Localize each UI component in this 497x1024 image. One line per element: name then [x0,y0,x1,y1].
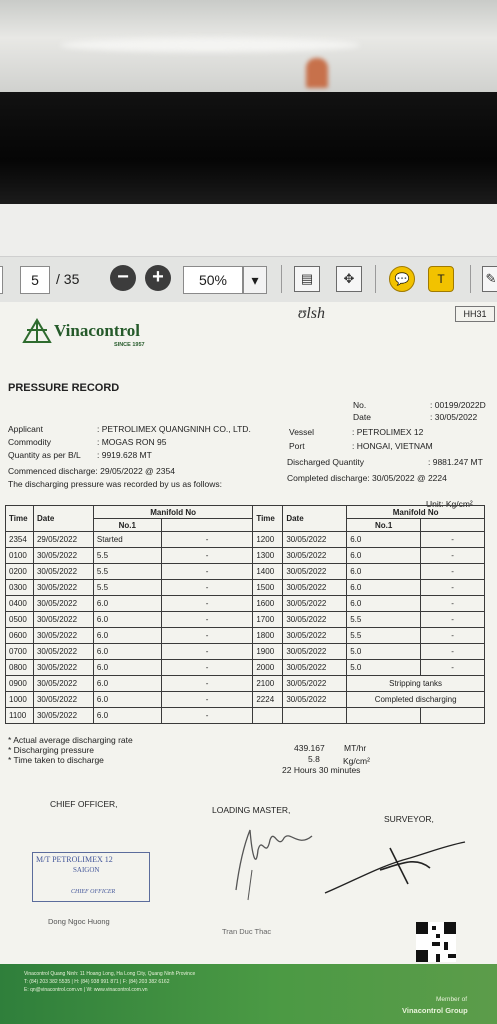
applicant-value: : PETROLIMEX QUANGNINH CO., LTD. [97,424,251,434]
port-value: : HONGAI, VIETNAM [352,441,433,451]
fit-width-icon: ✥ [343,271,355,286]
pressure-table-body [6,506,485,724]
page-total-label: / 35 [56,271,80,287]
fit-width-button[interactable] [336,266,362,292]
surveyor-label: SURVEYOR, [384,814,434,824]
right-manifold-extra-cell [421,708,485,724]
left-time-cell: 0500 [6,612,34,628]
ceiling-light [60,38,360,52]
left-date-cell: 30/05/2022 [33,676,93,692]
table-row [6,644,485,660]
left-manifold-no1-cell: 5.5 [93,580,161,596]
right-manifold-no1-cell: Stripping tanks [347,676,485,692]
surveyor-signature [320,838,470,898]
table-row [6,628,485,644]
right-manifold-no1-cell: 5.5 [347,612,421,628]
left-time-cell: 0600 [6,628,34,644]
left-date-cell: 30/05/2022 [33,628,93,644]
right-time-cell: 1800 [253,628,283,644]
left-manifold-no1-cell: 6.0 [93,644,161,660]
right-manifold-extra-cell: - [421,660,485,676]
header-manifold: Manifold No [93,506,252,519]
toolbar-separator [470,265,471,293]
right-date-cell: 30/05/2022 [283,644,347,660]
document-title: PRESSURE RECORD [8,382,120,394]
summary-label-rate: * Actual average discharging rate [8,735,133,745]
right-date-cell: 30/05/2022 [283,580,347,596]
right-manifold-extra-cell: - [421,628,485,644]
logo-since: SINCE 1957 [114,342,145,348]
header-manifold-right: Manifold No [347,506,485,519]
left-manifold-no1-cell: 6.0 [93,612,161,628]
highlight-icon: T [437,272,445,286]
header-empty-right [421,519,485,532]
right-time-cell: 1400 [253,564,283,580]
no-value: : 00199/2022D [430,400,486,410]
footer-line-2: T: (84) 203 382 5535 | H: (84) 938 991 871 | F: (84) 203 382 6162 [24,979,170,985]
right-date-cell: 30/05/2022 [283,596,347,612]
right-time-cell: 1200 [253,532,283,548]
photo-background [0,0,497,95]
left-manifold-extra-cell: - [161,676,253,692]
right-date-cell: 30/05/2022 [283,692,347,708]
table-row [6,708,485,724]
loading-master-signature [228,820,328,904]
toolbar-separator [375,265,376,293]
footer-group-name: Vinacontrol Group [402,1006,468,1015]
right-date-cell: 30/05/2022 [283,564,347,580]
zoom-in-button[interactable] [145,265,171,291]
right-manifold-extra-cell: - [421,532,485,548]
table-row [6,580,485,596]
left-manifold-extra-cell: - [161,628,253,644]
footer-line-1: Vinacontrol Quang Ninh: 11 Hoang Long, Ha Long City, Quang Ninh Province [24,971,196,977]
date-value: : 30/05/2022 [430,412,478,422]
header-date: Date [33,506,93,532]
right-time-cell: 1600 [253,596,283,612]
left-time-cell: 1100 [6,708,34,724]
left-date-cell: 30/05/2022 [33,708,93,724]
summary-unit-rate: MT/hr [344,743,367,753]
monitor-bezel [0,92,497,204]
quantity-value: : 9919.628 MT [97,450,152,460]
table-row [6,676,485,692]
right-time-cell [253,708,283,724]
header-no1: No.1 [93,519,161,532]
footer-line-3: E: qn@vinacontrol.com.vn | W: www.vinacontrol.com.vn [24,987,148,993]
table-row [6,564,485,580]
minus-icon: − [117,266,129,288]
right-manifold-no1-cell: 6.0 [347,596,421,612]
commodity-value: : MOGAS RON 95 [97,437,167,447]
right-time-cell: 1700 [253,612,283,628]
fit-page-button[interactable] [294,266,320,292]
table-row [6,548,485,564]
zoom-dropdown-button[interactable] [243,266,267,294]
right-date-cell: 30/05/2022 [283,628,347,644]
vessel-value: : PETROLIMEX 12 [352,427,424,437]
comment-icon: 💬 [394,272,410,286]
left-time-cell: 0200 [6,564,34,580]
no-label: No. [353,400,367,410]
left-date-cell: 30/05/2022 [33,548,93,564]
zoom-level-input[interactable]: 50% [183,266,243,294]
right-manifold-extra-cell: - [421,580,485,596]
plus-icon: + [152,266,164,288]
table-row [6,660,485,676]
applicant-label: Applicant [8,424,43,434]
left-manifold-no1-cell: 6.0 [93,676,161,692]
left-time-cell: 1000 [6,692,34,708]
table-row [6,612,485,628]
unit-label: Unit: Kg/cm² [426,499,473,509]
left-time-cell: 0900 [6,676,34,692]
summary-unit-pressure: Kg/cm² [343,756,370,766]
left-manifold-extra-cell: - [161,596,253,612]
comment-button[interactable] [389,266,415,292]
header-time-right: Time [253,506,283,532]
right-time-cell: 1300 [253,548,283,564]
left-date-cell: 30/05/2022 [33,564,93,580]
stamp-line-1: M/T PETROLIMEX 12 [36,855,113,864]
left-manifold-extra-cell: - [161,548,253,564]
left-manifold-no1-cell: 6.0 [93,596,161,612]
left-date-cell: 30/05/2022 [33,660,93,676]
left-date-cell: 30/05/2022 [33,644,93,660]
left-manifold-extra-cell: - [161,660,253,676]
zoom-out-button[interactable] [110,265,136,291]
date-label: Date [353,412,371,422]
sign-icon: ✎ [485,271,497,286]
loading-master-name: Tran Duc Thac [222,927,272,936]
logo-name: Vinacontrol [54,321,140,340]
left-time-cell: 0100 [6,548,34,564]
right-date-cell: 30/05/2022 [283,660,347,676]
left-manifold-extra-cell: - [161,644,253,660]
left-manifold-no1-cell: 6.0 [93,660,161,676]
summary-value-rate: 439.167 [294,743,325,753]
right-manifold-extra-cell: - [421,564,485,580]
right-manifold-no1-cell: 5.5 [347,628,421,644]
vessel-label: Vessel [289,427,315,437]
left-manifold-extra-cell: - [161,692,253,708]
left-date-cell: 30/05/2022 [33,612,93,628]
left-date-cell: 30/05/2022 [33,692,93,708]
vinacontrol-logo-icon [22,318,52,344]
right-date-cell: 30/05/2022 [283,532,347,548]
right-time-cell: 1900 [253,644,283,660]
left-time-cell: 0300 [6,580,34,596]
page-number-input[interactable]: 5 [20,266,50,294]
right-date-cell: 30/05/2022 [283,548,347,564]
right-date-cell: 30/05/2022 [283,676,347,692]
left-manifold-no1-cell: 6.0 [93,628,161,644]
right-manifold-extra-cell: - [421,548,485,564]
commodity-label: Commodity [8,437,51,447]
background-object [306,58,328,88]
left-date-cell: 30/05/2022 [33,596,93,612]
toolbar-edge-control[interactable] [0,266,3,294]
right-date-cell [283,708,347,724]
document-code: HH31 [455,306,495,322]
left-manifold-extra-cell: - [161,564,253,580]
left-date-cell: 30/05/2022 [33,580,93,596]
right-manifold-no1-cell: 5.0 [347,660,421,676]
toolbar-separator [281,265,282,293]
dropdown-arrow-icon: ▾ [251,272,259,288]
stamp-line-2: SAIGON [73,866,100,874]
left-date-cell: 29/05/2022 [33,532,93,548]
header-empty [161,519,253,532]
sign-button[interactable] [482,266,497,292]
right-manifold-extra-cell: - [421,644,485,660]
right-date-cell: 30/05/2022 [283,612,347,628]
quantity-label: Quantity as per B/L [8,450,81,460]
completed-discharge: Completed discharge: 30/05/2022 @ 2224 [287,473,447,483]
right-time-cell: 2000 [253,660,283,676]
header-time: Time [6,506,34,532]
right-manifold-no1-cell: 6.0 [347,532,421,548]
header-no1-right: No.1 [347,519,421,532]
right-manifold-no1-cell: Completed discharging [347,692,485,708]
commenced-discharge: Commenced discharge: 29/05/2022 @ 2354 [8,466,175,476]
left-manifold-extra-cell: - [161,532,253,548]
right-manifold-no1-cell: 6.0 [347,580,421,596]
right-manifold-no1-cell: 6.0 [347,564,421,580]
loading-master-label: LOADING MASTER, [212,805,291,815]
pressure-table [5,505,485,724]
left-manifold-extra-cell: - [161,612,253,628]
table-row [6,532,485,548]
footer-member-of: Member of [436,996,468,1003]
right-manifold-no1-cell: 6.0 [347,548,421,564]
ship-stamp [32,852,150,902]
initials-signature: ʊlsh [298,305,325,322]
left-time-cell: 0800 [6,660,34,676]
chief-officer-name: Dong Ngoc Huong [48,917,110,926]
right-manifold-no1-cell [347,708,421,724]
discharged-quantity-value: : 9881.247 MT [428,457,483,467]
summary-value-pressure: 5.8 [308,754,320,764]
fit-page-icon: ▤ [300,271,314,286]
header-date-right: Date [283,506,347,532]
left-manifold-no1-cell: 5.5 [93,548,161,564]
right-manifold-extra-cell: - [421,612,485,628]
chief-officer-label: CHIEF OFFICER, [50,799,118,809]
summary-value-time: 22 Hours 30 minutes [282,765,361,775]
left-manifold-extra-cell: - [161,708,253,724]
highlight-button[interactable] [428,266,454,292]
table-header-row [6,506,485,519]
right-time-cell: 1500 [253,580,283,596]
table-row [6,596,485,612]
right-manifold-no1-cell: 5.0 [347,644,421,660]
right-manifold-extra-cell: - [421,596,485,612]
recorded-by-note: The discharging pressure was recorded by us as follows: [8,479,223,489]
left-manifold-no1-cell: 6.0 [93,708,161,724]
table-row [6,692,485,708]
left-manifold-no1-cell: 5.5 [93,564,161,580]
left-time-cell: 0700 [6,644,34,660]
left-time-cell: 0400 [6,596,34,612]
left-manifold-extra-cell: - [161,580,253,596]
left-manifold-no1-cell: 6.0 [93,692,161,708]
document-footer [0,964,497,1024]
summary-label-pressure: * Discharging pressure [8,745,94,755]
qr-code-icon [416,922,456,962]
right-time-cell: 2224 [253,692,283,708]
port-label: Port [289,441,305,451]
left-time-cell: 2354 [6,532,34,548]
discharged-quantity-label: Discharged Quantity [287,457,365,467]
vinacontrol-logo [22,318,52,349]
right-time-cell: 2100 [253,676,283,692]
summary-label-time: * Time taken to discharge [8,755,104,765]
pdf-toolbar [0,256,497,304]
left-manifold-no1-cell: Started [93,532,161,548]
stamp-line-3: CHIEF OFFICER [71,889,116,895]
